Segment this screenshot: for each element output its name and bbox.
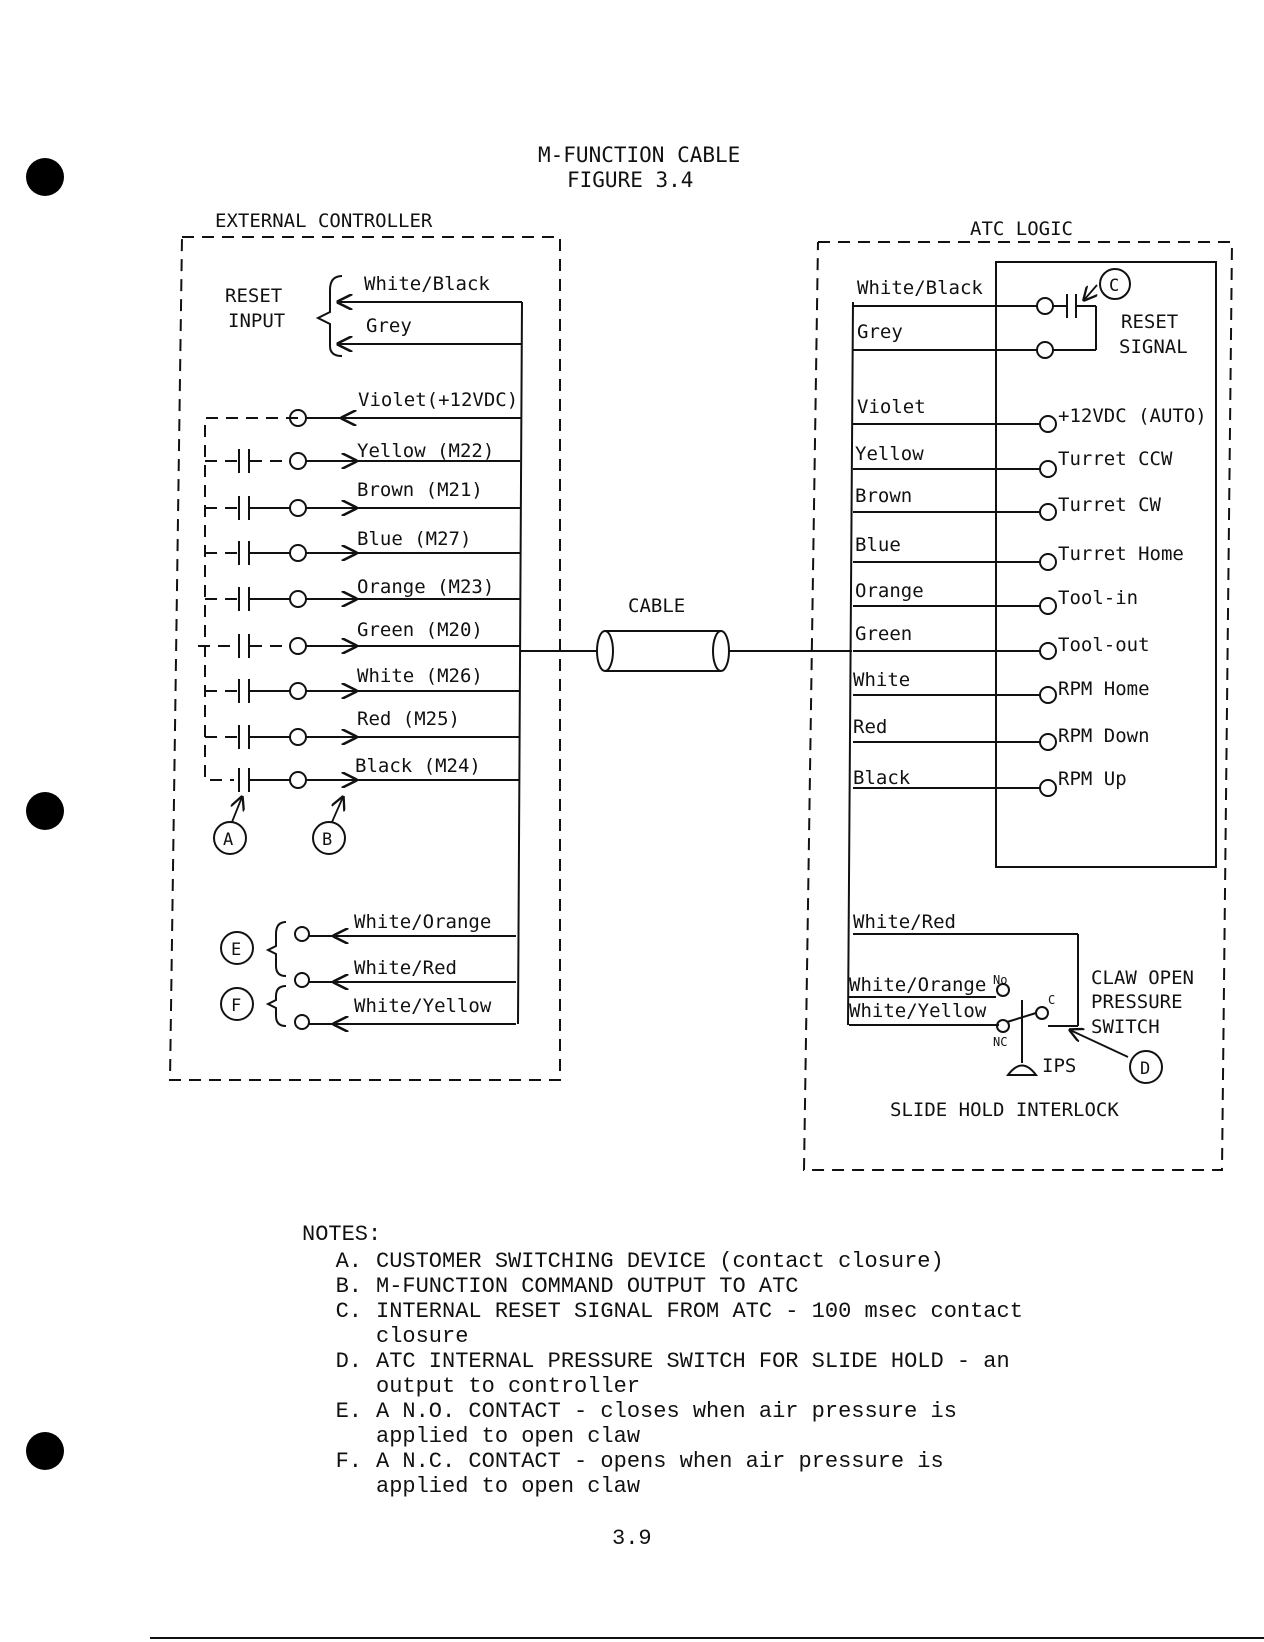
svg-text:Yellow: Yellow: [855, 443, 924, 465]
svg-text:Tool-in: Tool-in: [1058, 587, 1139, 609]
note-f: F. A N.C. CONTACT - opens when air pressure is applied to open claw: [335, 1449, 944, 1499]
svg-text:White/Yellow: White/Yellow: [849, 1000, 987, 1022]
svg-text:Red: Red: [853, 716, 888, 738]
svg-text:C: C: [1048, 993, 1056, 1007]
svg-text:Turret CW: Turret CW: [1058, 494, 1161, 516]
switch-row-orange: [205, 576, 520, 611]
callout-e: [221, 932, 253, 964]
note-a: A. CUSTOMER SWITCHING DEVICE (contact closure): [335, 1249, 944, 1274]
svg-text:CLAW OPEN: CLAW OPEN: [1091, 967, 1194, 989]
ext-wire-grey: Grey: [366, 315, 412, 337]
svg-text:Brown (M21): Brown (M21): [357, 479, 483, 501]
ext-wire-violet: Violet(+12VDC): [358, 389, 519, 411]
svg-text:Red (M25): Red (M25): [357, 708, 460, 730]
cable-label: CABLE: [628, 595, 686, 617]
svg-text:White: White: [853, 669, 911, 691]
svg-text:B: B: [322, 830, 333, 850]
note-e: E. A N.O. CONTACT - closes when air pressure is applied to open claw: [335, 1399, 957, 1449]
ext-wire-white-red: White/Red: [354, 957, 457, 979]
switch-row-black: [239, 755, 520, 792]
svg-text:Orange (M23): Orange (M23): [357, 576, 495, 598]
svg-text:White/Red: White/Red: [853, 911, 956, 933]
page-number: 3.9: [612, 1526, 652, 1551]
external-controller-label: EXTERNAL CONTROLLER: [215, 210, 433, 232]
svg-text:No: No: [993, 973, 1008, 987]
switch-row-brown: [205, 479, 520, 520]
svg-text:RPM Home: RPM Home: [1058, 678, 1150, 700]
svg-text:Blue: Blue: [855, 534, 901, 556]
reset-signal-label-2: SIGNAL: [1119, 336, 1188, 358]
switch-row-yellow: [205, 440, 520, 473]
svg-text:SWITCH: SWITCH: [1091, 1016, 1160, 1038]
svg-text:Yellow (M22): Yellow (M22): [357, 440, 495, 462]
svg-text:Blue (M27): Blue (M27): [357, 528, 472, 550]
brace-e: [268, 922, 286, 976]
atc-signals: [1040, 405, 1207, 796]
svg-text:Green: Green: [855, 623, 913, 645]
svg-text:White/Black: White/Black: [857, 277, 983, 299]
slide-hold-interlock: [849, 911, 1194, 1121]
callout-c: C: [1109, 276, 1120, 296]
callout-d: D: [1140, 1059, 1151, 1079]
svg-text:E: E: [231, 940, 242, 960]
switch-row-green: [198, 619, 520, 658]
callout-f: [221, 988, 253, 1020]
callout-b: [313, 797, 345, 854]
svg-text:Green (M20): Green (M20): [357, 619, 483, 641]
svg-text:F: F: [231, 996, 242, 1016]
callout-a: [214, 797, 246, 854]
figure-title: M-FUNCTION CABLE: [538, 143, 741, 167]
note-d: D. ATC INTERNAL PRESSURE SWITCH FOR SLIDE HOLD - an output to controller: [335, 1349, 1010, 1399]
ext-wire-white-yellow: White/Yellow: [354, 995, 492, 1017]
svg-text:Black (M24): Black (M24): [355, 755, 481, 777]
svg-text:White (M26): White (M26): [357, 665, 483, 687]
figure-number: FIGURE 3.4: [567, 168, 694, 192]
ext-wire-white-orange: White/Orange: [354, 911, 492, 933]
svg-text:NC: NC: [993, 1035, 1008, 1049]
cable-symbol: [597, 631, 729, 671]
svg-text:Tool-out: Tool-out: [1058, 634, 1150, 656]
svg-text:Violet: Violet: [857, 396, 926, 418]
notes-section: [302, 1222, 1096, 1499]
svg-text:Orange: Orange: [855, 580, 924, 602]
svg-text:Grey: Grey: [857, 321, 903, 343]
svg-text:Black: Black: [853, 767, 911, 789]
svg-text:IPS: IPS: [1042, 1055, 1077, 1077]
switch-row-white: [205, 665, 520, 703]
switch-rows: [198, 440, 520, 792]
note-b: B. M-FUNCTION COMMAND OUTPUT TO ATC: [335, 1274, 799, 1299]
svg-text:PRESSURE: PRESSURE: [1091, 991, 1183, 1013]
svg-text:A: A: [223, 830, 234, 850]
notes-heading: NOTES:: [302, 1222, 382, 1247]
svg-text:RPM Up: RPM Up: [1058, 768, 1127, 790]
svg-text:White/Orange: White/Orange: [849, 974, 987, 996]
note-c: C. INTERNAL RESET SIGNAL FROM ATC - 100 msec contact closure: [335, 1299, 1023, 1349]
switch-row-blue: [205, 528, 520, 565]
reset-input-label-2: INPUT: [228, 310, 286, 332]
brace-f: [268, 986, 286, 1026]
reset-signal-label-1: RESET: [1121, 311, 1179, 333]
atc-wires: [853, 277, 1040, 789]
switch-row-red: [205, 708, 520, 749]
svg-text:Brown: Brown: [855, 485, 913, 507]
external-bundle-line: [518, 302, 522, 1024]
external-controller-box: [170, 237, 560, 1080]
svg-text:Turret Home: Turret Home: [1058, 543, 1184, 565]
svg-text:RPM Down: RPM Down: [1058, 725, 1150, 747]
atc-logic-box: [804, 242, 1232, 1170]
reset-signal-contact: [1037, 269, 1130, 358]
svg-text:+12VDC (AUTO): +12VDC (AUTO): [1058, 405, 1207, 427]
ext-wire-white-black: White/Black: [364, 273, 490, 295]
reset-input-label-1: RESET: [225, 285, 283, 307]
slide-hold-interlock-label: SLIDE HOLD INTERLOCK: [890, 1099, 1119, 1121]
svg-text:Turret CCW: Turret CCW: [1058, 448, 1173, 470]
atc-logic-label: ATC LOGIC: [970, 218, 1073, 240]
